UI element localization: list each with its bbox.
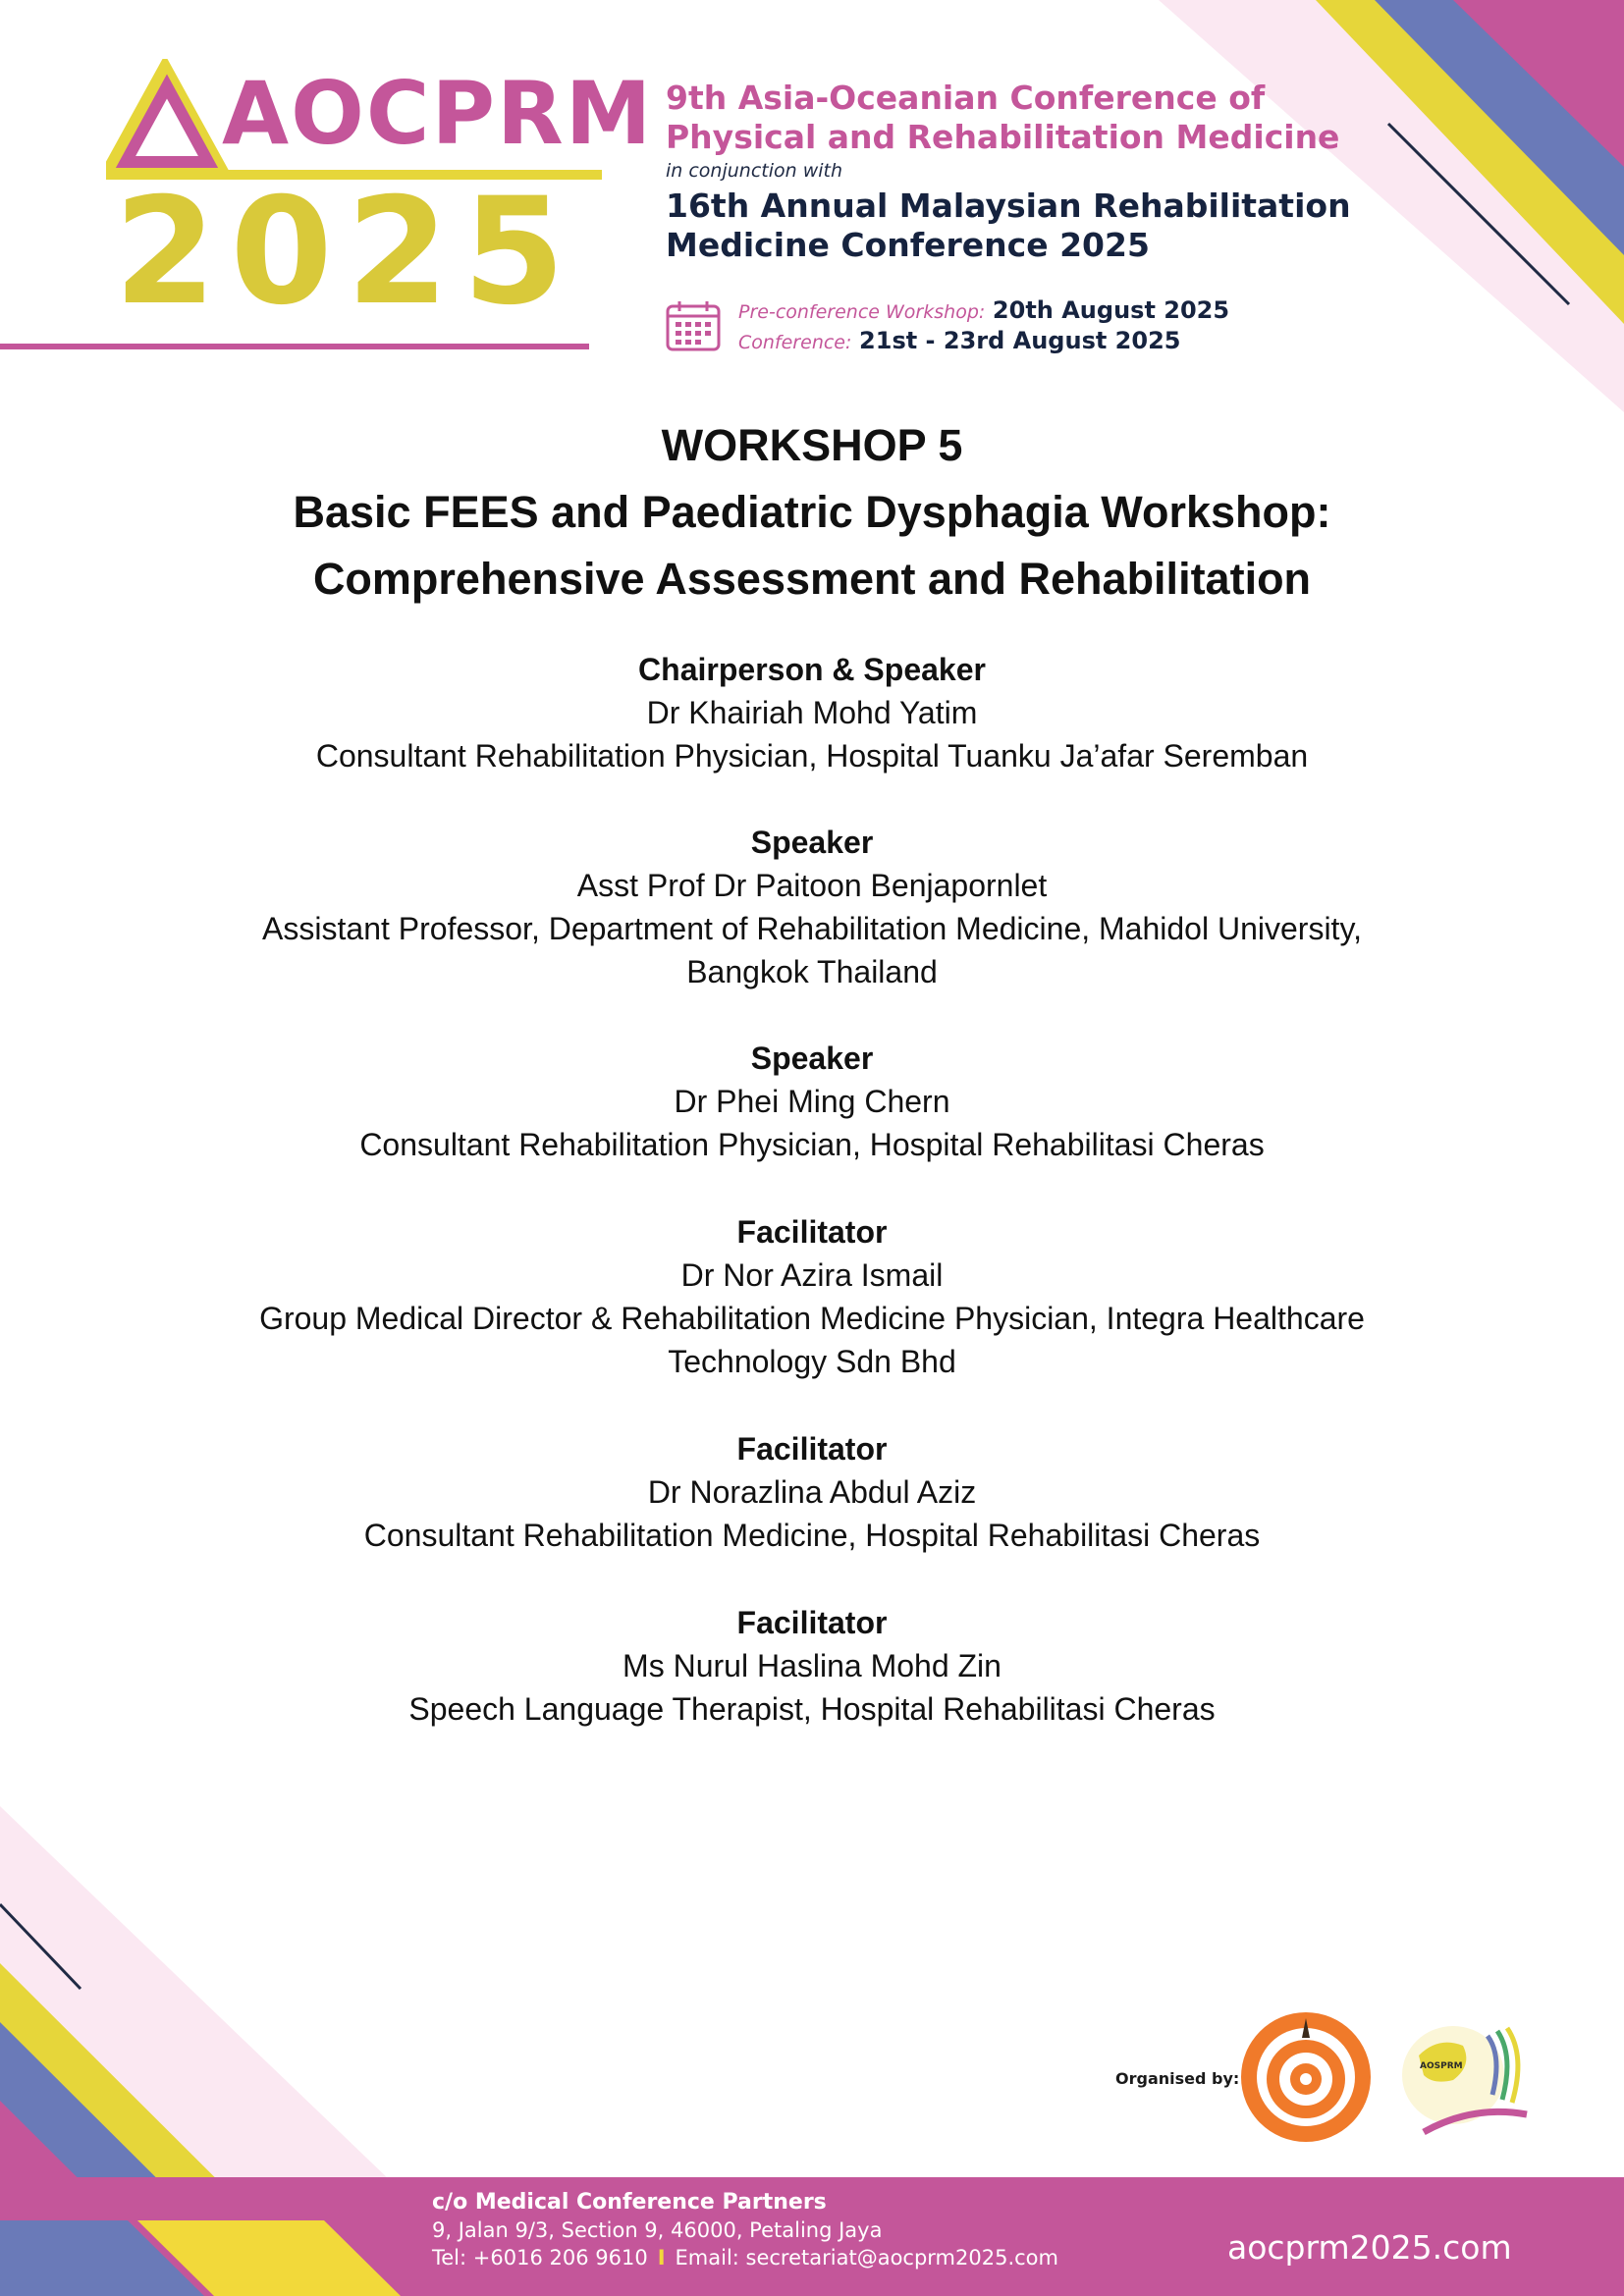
footer-website-link[interactable]: aocprm2025.com	[1227, 2228, 1512, 2267]
conference-title-line1: 9th Asia-Oceanian Conference of	[666, 79, 1266, 117]
logo-year: 2025	[114, 167, 579, 338]
person-name: Dr Phei Ming Chern	[674, 1084, 950, 1119]
footer-contact-line	[432, 2244, 1058, 2271]
conference-subtitle-line1: 16th Annual Malaysian Rehabilitation	[666, 187, 1351, 225]
conference-title-line2: Physical and Rehabilitation Medicine	[666, 118, 1340, 156]
conference-conjunction: in conjunction with	[666, 160, 843, 182]
preconference-label: Pre-conference Workshop:	[738, 301, 986, 323]
person-affiliation: Group Medical Director & Rehabilitation Medicine Physician, Integra Healthcare	[259, 1301, 1365, 1336]
workshop-subtitle-line1: Basic FEES and Paediatric Dysphagia Workshop:	[293, 487, 1331, 537]
person-affiliation: Consultant Rehabilitation Medicine, Hospital Rehabilitasi Cheras	[363, 1518, 1261, 1553]
person-affiliation: Technology Sdn Bhd	[668, 1344, 956, 1379]
person-affiliation: Bangkok Thailand	[686, 954, 938, 989]
person-affiliation: Consultant Rehabilitation Physician, Hospital Tuanku Ja’afar Seremban	[315, 738, 1309, 774]
person-affiliation: Consultant Rehabilitation Physician, Hospital Rehabilitasi Cheras	[359, 1127, 1265, 1162]
person-name: Dr Khairiah Mohd Yatim	[646, 695, 978, 730]
footer-email[interactable]: Email: secretariat@aocprm2025.com	[675, 2246, 1058, 2269]
person-role: Facilitator	[736, 1605, 888, 1640]
footer-separator: I	[657, 2246, 666, 2269]
conference-label: Conference:	[738, 332, 852, 353]
person-affiliation: Assistant Professor, Department of Rehabilitation Medicine, Mahidol University,	[262, 911, 1362, 946]
footer-tel: Tel: +6016 206 9610	[432, 2246, 648, 2269]
logo-wordmark: AOCPRM	[222, 63, 654, 164]
person-name: Asst Prof Dr Paitoon Benjapornlet	[576, 868, 1048, 903]
person-name: Dr Norazlina Abdul Aziz	[647, 1474, 977, 1510]
organised-by-label: Organised by:	[1115, 2069, 1240, 2088]
footer-organisation: c/o Medical Conference Partners	[432, 2190, 827, 2215]
aosprm-logo-text: AOSPRM	[1420, 2061, 1463, 2071]
person-role: Chairperson & Speaker	[638, 652, 986, 687]
workshop-title: WORKSHOP 5	[661, 420, 963, 470]
footer-contact	[432, 2189, 1058, 2271]
person-name: Dr Nor Azira Ismail	[680, 1257, 944, 1293]
person-affiliation: Speech Language Therapist, Hospital Rehabilitasi Cheras	[408, 1691, 1216, 1727]
conference-date: 21st - 23rd August 2025	[859, 327, 1181, 354]
person-name: Ms Nurul Haslina Mohd Zin	[623, 1648, 1001, 1683]
person-role: Speaker	[750, 825, 874, 860]
preconference-date: 20th August 2025	[992, 296, 1230, 324]
workshop-subtitle-line2: Comprehensive Assessment and Rehabilitation	[312, 554, 1312, 604]
person-role: Facilitator	[736, 1431, 888, 1467]
footer-address: 9, Jalan 9/3, Section 9, 46000, Petaling Jaya	[432, 2218, 883, 2242]
conference-subtitle-line2: Medicine Conference 2025	[666, 226, 1150, 264]
person-role: Facilitator	[736, 1214, 888, 1250]
person-role: Speaker	[750, 1041, 874, 1076]
